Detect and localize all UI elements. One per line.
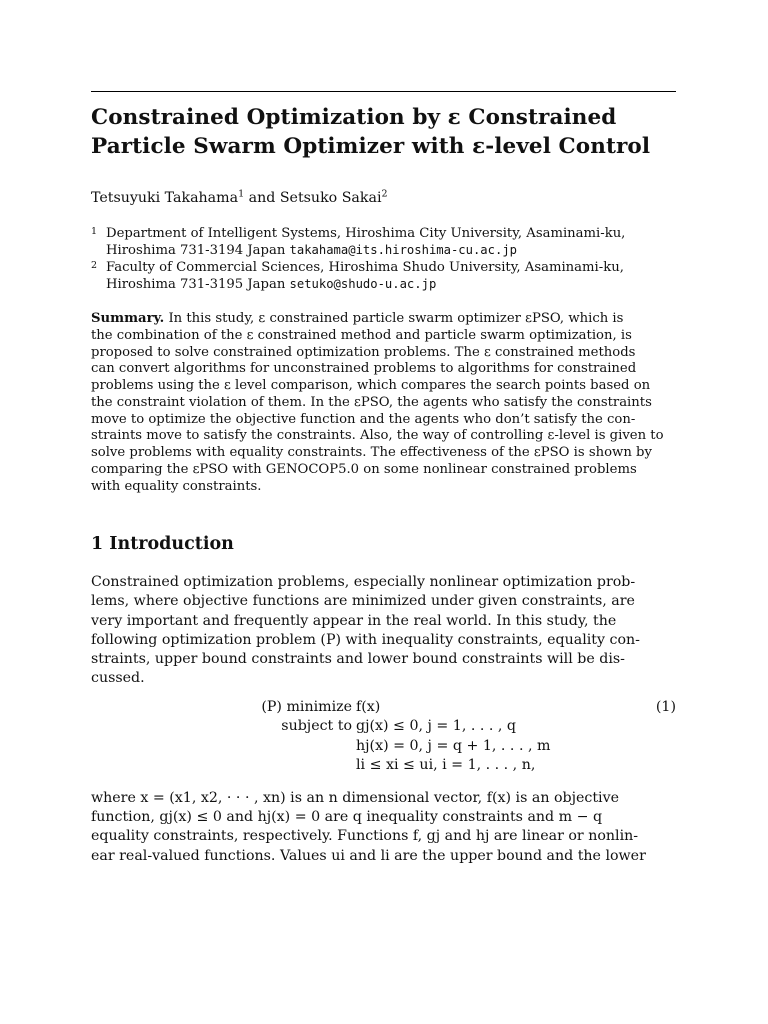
- abstract-line: comparing the εPSO with GENOCOP5.0 on some nonlinear constrained problems: [91, 461, 637, 477]
- author-name: Tetsuyuki Takahama: [91, 190, 239, 206]
- author-affil-mark: 2: [381, 188, 388, 200]
- affiliation-city: Hiroshima 731-3194 Japan: [106, 243, 286, 258]
- body-line: lems, where objective functions are minimized under given constraints, are: [91, 593, 635, 610]
- equation-right: li ≤ xi ≤ ui, i = 1, . . . , n,: [356, 756, 536, 773]
- affiliation-text: Faculty of Commercial Sciences, Hiroshima Shudo University, Asaminami-ku,: [106, 260, 624, 275]
- body-line: following optimization problem (P) with inequality constraints, equality con-: [91, 631, 640, 648]
- affiliation-text: Department of Intelligent Systems, Hiroshima City University, Asaminami-ku,: [106, 226, 626, 241]
- body-line: ear real-valued functions. Values ui and li are the upper bound and the lower: [91, 847, 646, 864]
- abstract-text: In this study, ε constrained particle swarm optimizer εPSO, which is: [168, 311, 624, 326]
- body-line: function, gj(x) ≤ 0 and hj(x) = 0 are q inequality constraints and m − q: [91, 809, 603, 826]
- body-line: cussed.: [91, 670, 145, 687]
- affiliation-item: [91, 225, 681, 259]
- body-line: very important and frequently appear in the real world. In this study, the: [91, 612, 617, 629]
- author-name: Setsuko Sakai: [279, 190, 382, 206]
- abstract-line: the constraint violation of them. In the εPSO, the agents who satisfy the constraints: [91, 394, 652, 410]
- equation-row: [216, 737, 676, 756]
- equation-right: hj(x) = 0, j = q + 1, . . . , m: [356, 737, 551, 754]
- title-line: Constrained Optimization by ε Constrained: [91, 105, 617, 130]
- abstract-line: straints move to satisfy the constraints. Also, the way of controlling ε-level is given to: [91, 428, 664, 444]
- abstract-line: solve problems with equality constraints. The effectiveness of the εPSO is shown by: [91, 445, 652, 460]
- equation-number: (1): [655, 699, 676, 715]
- abstract-line: the combination of the ε constrained method and particle swarm optimization, is: [91, 327, 632, 343]
- intro-paragraph: [91, 573, 676, 689]
- section-number: 1: [91, 534, 104, 554]
- affiliation-email[interactable]: takahama@its.hiroshima-cu.ac.jp: [289, 243, 517, 257]
- affiliation-email[interactable]: setuko@shudo-u.ac.jp: [289, 277, 437, 291]
- body-line: equality constraints, respectively. Functions f, gj and hj are linear or nonlin-: [91, 828, 639, 845]
- abstract-label: Summary.: [91, 311, 165, 326]
- author-affil-mark: 1: [238, 188, 245, 200]
- abstract: [91, 311, 676, 495]
- abstract-line: problems using the ε level comparison, which compares the search points based on: [91, 378, 651, 393]
- abstract-line: can convert algorithms for unconstrained problems to algorithms for constrained: [91, 361, 637, 377]
- equation-right: f(x): [356, 699, 381, 715]
- equation-row: [216, 717, 676, 736]
- author-conjunction: and: [248, 190, 276, 206]
- affiliation-number: 1: [91, 226, 98, 237]
- abstract-line: move to optimize the objective function and the agents who don’t satisfy the con-: [91, 411, 636, 427]
- abstract-line: proposed to solve constrained optimization problems. The ε constrained methods: [91, 344, 636, 360]
- equation-left: subject to: [281, 718, 352, 735]
- affiliation-city: Hiroshima 731-3195 Japan: [106, 277, 286, 292]
- affiliation-address: [106, 276, 681, 293]
- section-heading: [91, 534, 234, 554]
- body-line: straints, upper bound constraints and lower bound constraints will be dis-: [91, 651, 625, 668]
- top-rule: [91, 91, 676, 92]
- affiliation-address: [106, 242, 681, 259]
- body-line: Constrained optimization problems, especially nonlinear optimization prob-: [91, 574, 636, 590]
- author-line: [91, 190, 388, 206]
- paper-title: [91, 103, 681, 161]
- abstract-line: with equality constraints.: [91, 478, 262, 494]
- affiliations: [91, 225, 681, 293]
- equation-row: [216, 698, 676, 717]
- title-line: Particle Swarm Optimizer with ε-level Control: [91, 134, 651, 159]
- equation-block: [216, 698, 676, 775]
- where-paragraph: [91, 789, 676, 866]
- equation-row: [216, 756, 676, 775]
- section-title: Introduction: [109, 534, 234, 554]
- body-line: where x = (x1, x2, · · · , xn) is an n dimensional vector, f(x) is an objective: [91, 790, 619, 806]
- equation-right: gj(x) ≤ 0, j = 1, . . . , q: [356, 718, 517, 735]
- abstract-line: [91, 311, 676, 328]
- affiliation-number: 2: [91, 260, 98, 271]
- equation-left: (P) minimize: [261, 699, 352, 715]
- affiliation-item: [91, 259, 681, 293]
